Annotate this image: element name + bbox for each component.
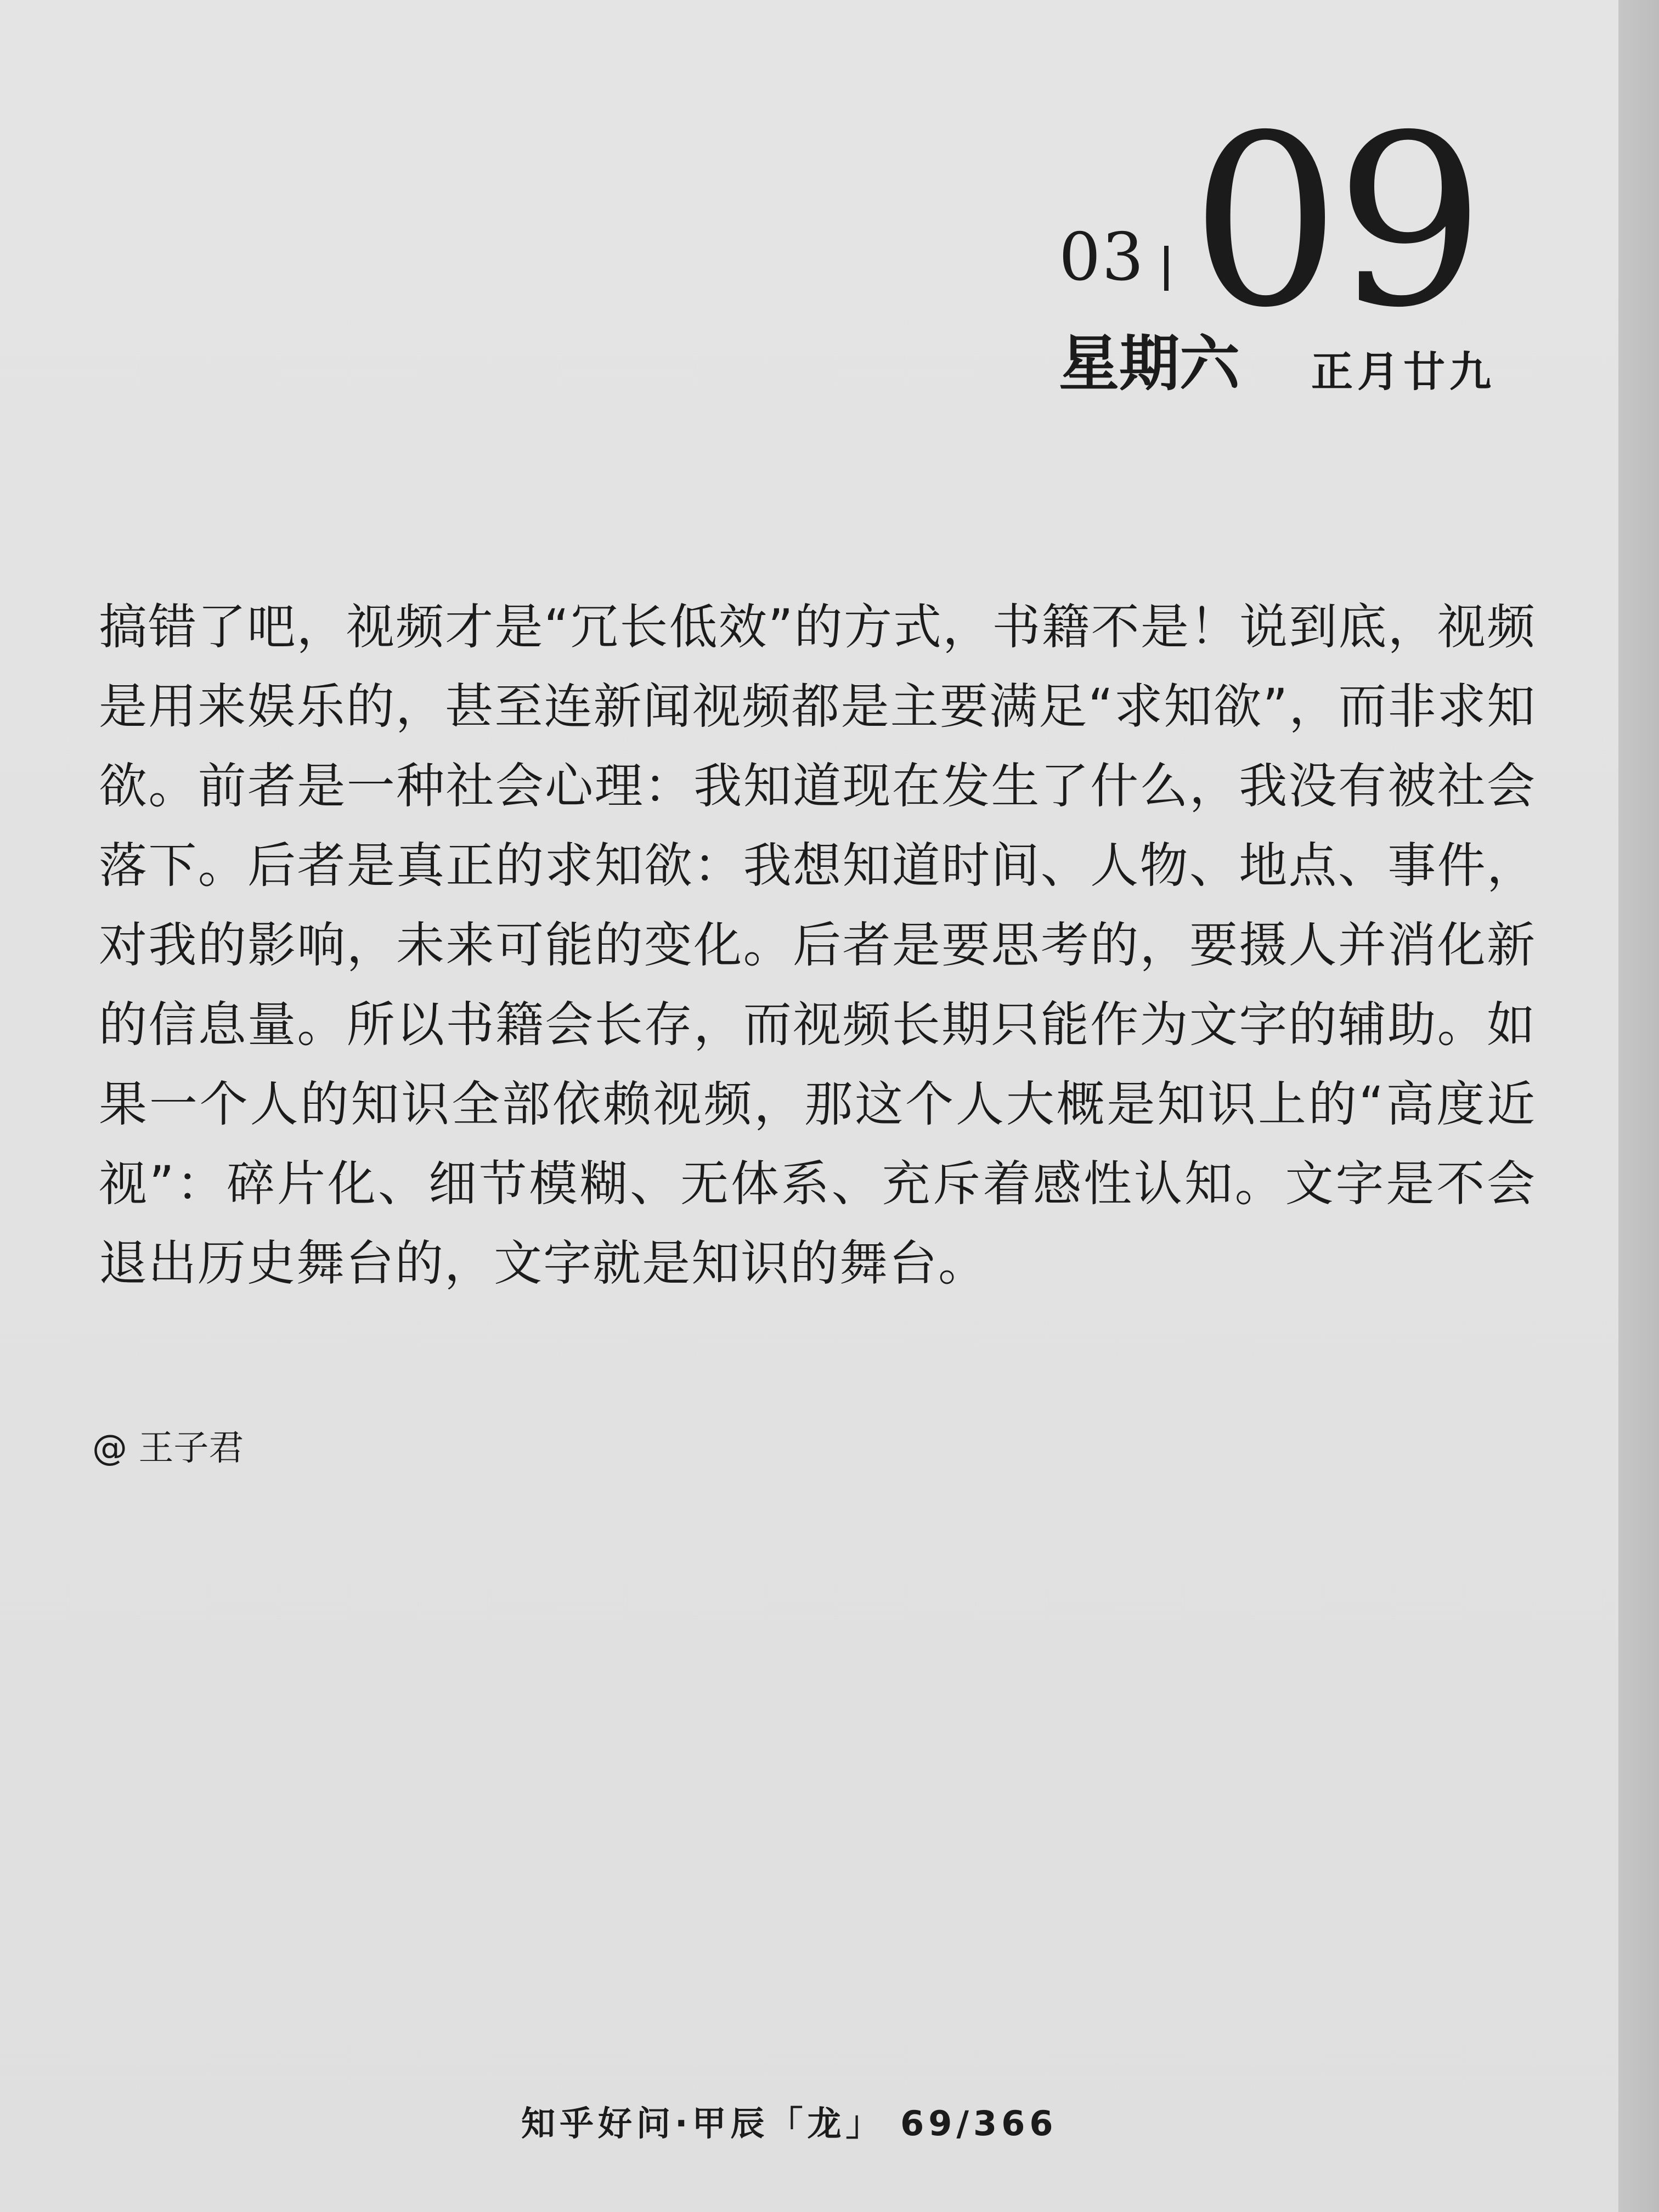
date-day: 09 (1190, 85, 1480, 359)
quote-author: @ 王子君 (92, 1428, 244, 1469)
quote-text: 搞错了吧，视频才是“冗长低效”的方式，书籍不是！说到底，视频是用来娱乐的，甚至连新闻视频都是主要满足“求知欲”，而非求知欲。前者是一种社会心理：我知道现在发生了什么，我没有被社会落下。后者是真正的求知欲：我想知道时间、人物、地点、事件，对我的影响，未来可能的变化。后者是要思考的，要摄人并消化新的信息量。所以书籍会长存，而视频长期只能作为文字的辅助。如果一个人的知识全部依赖视频，那这个人大概是知识上的“高度近视”：碎片化、细节模糊、无体系、充斥着感性认知。文字是不会退出历史舞台的，文字就是知识的舞台。 (99, 599, 1536, 1291)
date-weekday: 星期六 (1059, 329, 1240, 399)
page-footer: 知乎好问·甲辰「龙」 69/366 (521, 2103, 1058, 2143)
date-separator (1164, 246, 1169, 291)
date-month: 03 (1059, 219, 1145, 296)
date-header (1059, 85, 1553, 411)
lunar-date: 正月廿九 (1311, 347, 1496, 396)
page-edge (1618, 0, 1659, 2212)
